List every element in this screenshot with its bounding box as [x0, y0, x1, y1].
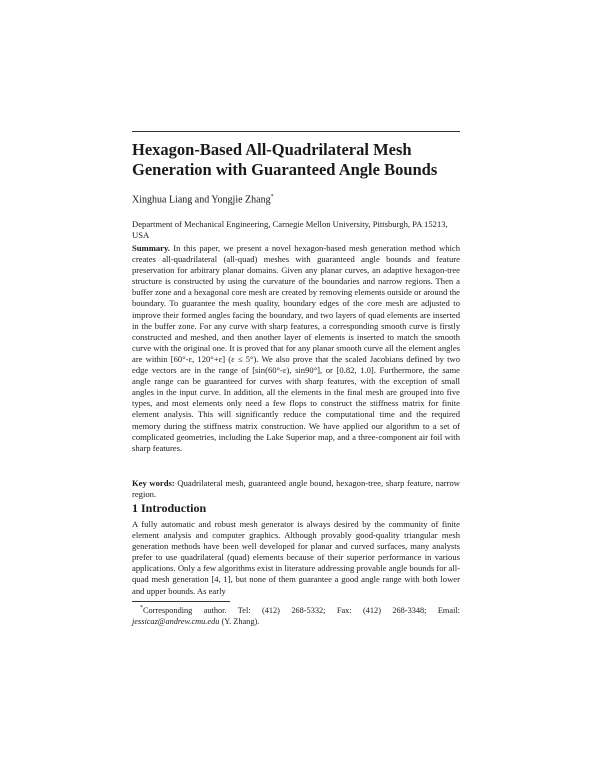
affiliation: Department of Mechanical Engineering, Carnegie Mellon University, Pittsburgh, PA 15213, USA	[132, 219, 448, 240]
footnote-tail: (Y. Zhang).	[221, 616, 260, 626]
footnote	[132, 603, 460, 627]
footnote-email-link[interactable]: jessicaz@andrew.cmu.edu	[132, 616, 220, 626]
title-top-rule	[132, 131, 460, 132]
author-line	[132, 194, 274, 205]
abstract-label: Summary.	[132, 243, 170, 253]
keywords-label: Key words:	[132, 478, 175, 488]
footnote-text: Corresponding author. Tel: (412) 268-5332; Fax: (412) 268-3348; Email:	[143, 605, 460, 615]
footnote-mark: *	[140, 605, 143, 611]
section-heading-introduction: 1 Introduction	[132, 501, 207, 515]
keywords-text: Quadrilateral mesh, guaranteed angle bound, hexagon-tree, sharp feature, narrow region.	[132, 478, 460, 500]
introduction-paragraph: A fully automatic and robust mesh generator is always desired by the community of finite element analysis and computer graphics. Although provably good-quality triangular mesh generation methods have been well developed for planar and curved surfaces, many analysts prefer to use quadrilateral (quad) elements because of their superior performance in various applications. Only a few algorithms exist in literature addressing provable angle bounds for all-quad mesh generation [4, 1], but none of them guarantee a good angle range with both lower and upper bounds. As early	[132, 519, 460, 596]
keywords	[132, 478, 460, 500]
footnote-rule	[132, 601, 230, 602]
paper-title: Hexagon-Based All-Quadrilateral Mesh Generation with Guaranteed Angle Bounds	[132, 140, 438, 179]
authors: Xinghua Liang and Yongjie Zhang	[132, 194, 271, 206]
abstract-text: In this paper, we present a novel hexagon-based mesh generation method which creates all-quadrilateral (all-quad) meshes with guaranteed angle bounds and feature preservation for arbitrary planar domains. Given any planar curves, an adaptive hexagon-tree structure is constructed by using the curvature of the boundaries and narrow regions. Then a buffer zone and a hexagonal core mesh are created by removing elements outside or around the boundary. To guarantee the mesh quality, boundary edges of the core mesh are adjusted to improve their formed angles facing the boundary, and two layers of quad elements are inserted in the buffer zone. For any curve with sharp features, a corresponding smooth curve is firstly constructed and meshed, and then another layer of elements is inserted to match the smooth curve with the original one. It is proved that for any planar smooth curve all the element angles are within [60°-ε, 120°+ε] (ε ≤ 5°). We also prove that the scaled Jacobians defined by two edge vectors are in the range of [sin(60°-ε), sin90°], or [0.82, 1.0]. Furthermore, the same angle range can be guaranteed for curves with sharp features, with the exception of small angles in the input curve. In addition, all the elements in the final mesh are grouped into five types, and most elements only need a few flops to construct the stiffness matrix for finite element analysis. This will significantly reduce the computational time and the required memory during the stiffness matrix construction. We have applied our algorithm to a set of complicated geometries, including the Lake Superior map, and a three-component air foil with sharp features.	[132, 243, 460, 453]
author-footnote-mark: *	[270, 194, 274, 200]
abstract	[132, 243, 460, 454]
